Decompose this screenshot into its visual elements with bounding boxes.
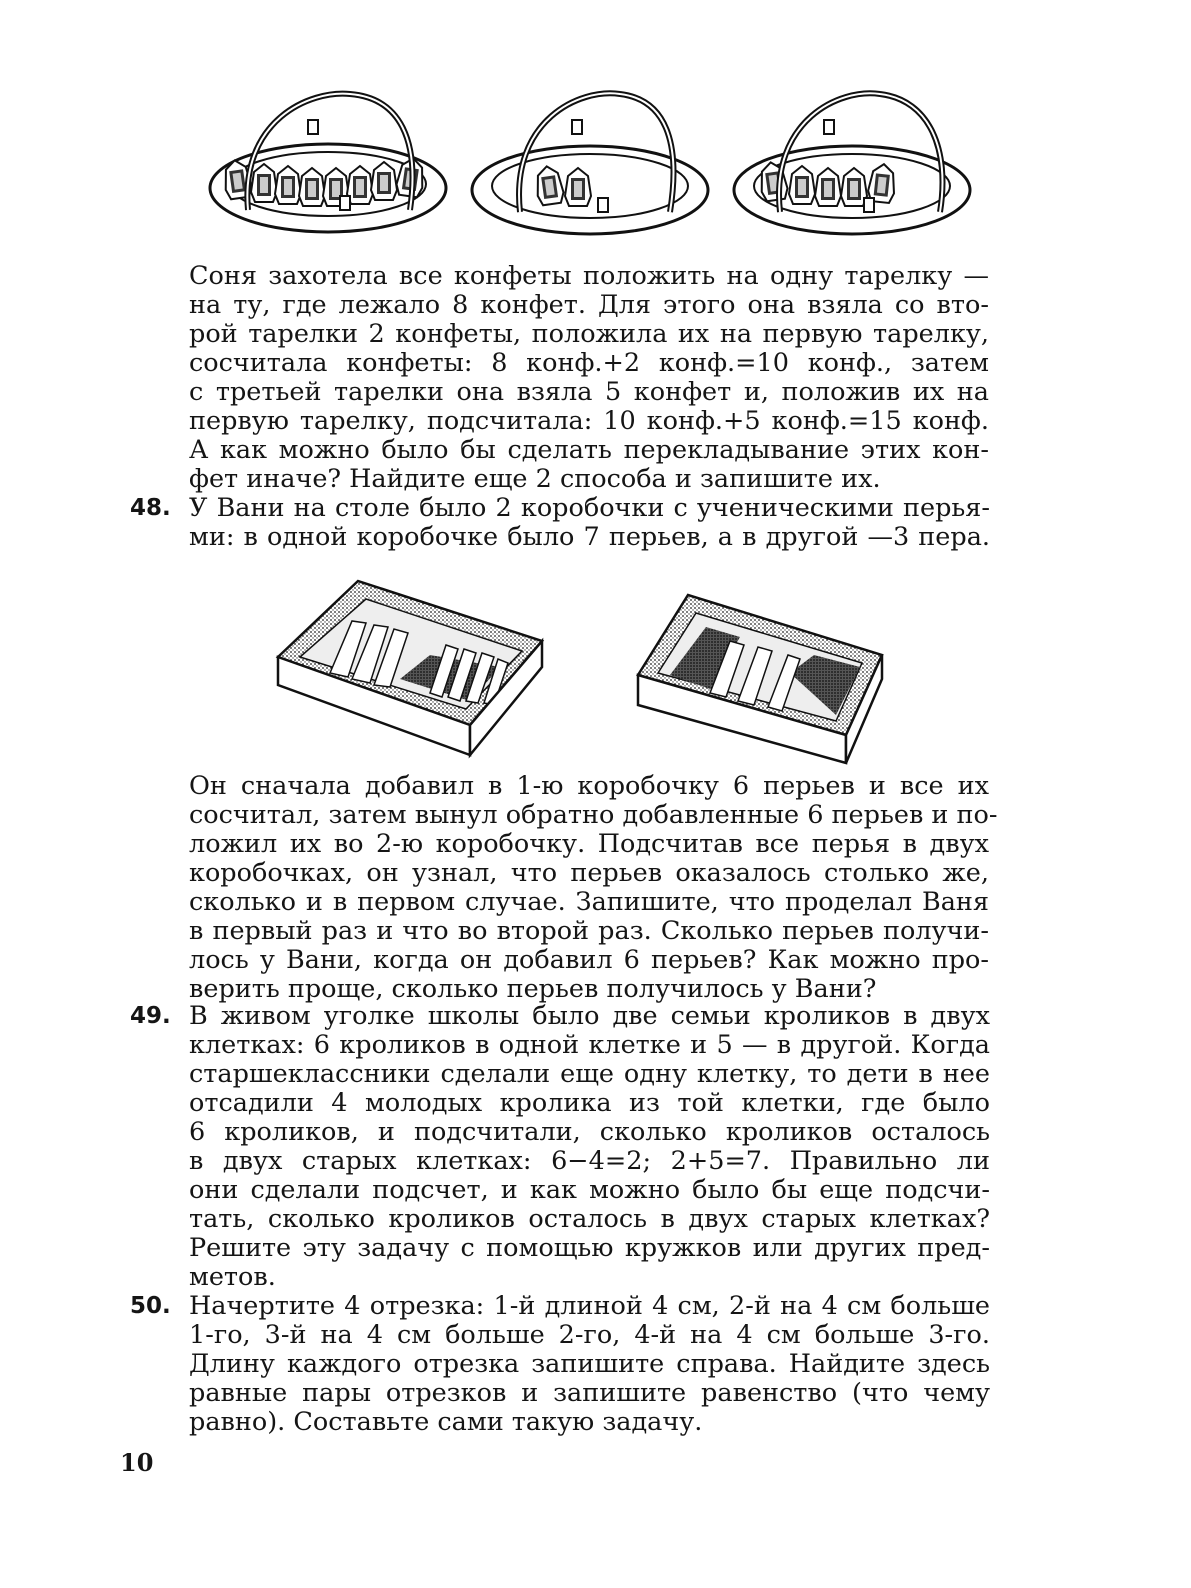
problem-number: 48. [130,495,171,521]
problem-number: 49. [130,1003,171,1029]
text-line: метов. [189,1262,276,1292]
text-line: Длину каждого отрезка запишите справа. Найдите здесь [189,1349,990,1379]
text-line: У Вани на столе было 2 коробочки с ученическими перья- [189,493,990,523]
text-line: фет иначе? Найдите еще 2 способа и запишите их. [189,464,881,494]
text-line: В живом уголке школы было две семьи кроликов в двух [189,1001,990,1031]
plate-2 [472,93,708,234]
problem-48 [130,494,990,552]
problem-49 [130,1002,990,1292]
text-line: лось у Вани, когда он добавил 6 перьев? Как можно про- [189,945,989,975]
text-line: равные пары отрезков и запишите равенство (что чему [189,1378,990,1408]
box-2 [638,595,882,763]
text-line: сосчитала конфеты: 8 конф.+2 конф.=10 конф., затем [189,348,989,378]
plate-1 [210,94,446,232]
text-line: Начертите 4 отрезка: 1-й длиной 4 см, 2-й на 4 см больше [189,1291,990,1321]
plate-3 [734,93,970,234]
text-line: клетках: 6 кроликов в одной клетке и 5 — в другой. Когда [189,1030,990,1060]
text-line: Соня захотела все конфеты положить на одну тарелку — [189,261,989,291]
text-line: тать, сколько кроликов осталось в двух старых клетках? [189,1204,990,1234]
text-line: в первый раз и что во второй раз. Сколько перьев получи- [189,916,989,946]
text-line: отсадили 4 молодых кролика из той клетки, где было [189,1088,990,1118]
text-line: Решите эту задачу с помощью кружков или других пред- [189,1233,990,1263]
text-line: в двух старых клетках: 6−4=2; 2+5=7. Правильно ли [189,1146,990,1176]
text-line: коробочках, он узнал, что перьев оказалось столько же, [189,858,989,888]
text-line: 1-го, 3-й на 4 см больше 2-го, 4-й на 4 см больше 3-го. [189,1320,990,1350]
page-number: 10 [120,1448,154,1477]
text-line: с третьей тарелки она взяла 5 конфет и, положив их на [189,377,989,407]
text-line: Он сначала добавил в 1-ю коробочку 6 перьев и все их [189,771,989,801]
problem-50 [130,1292,990,1437]
text-line: сосчитал, затем вынул обратно добавленные 6 перьев и по- [189,800,998,830]
plates-figure [200,80,980,240]
boxes-figure [270,575,890,765]
text-line: верить проще, сколько перьев получилось у Вани? [189,974,877,1004]
text-line: на ту, где лежало 8 конфет. Для этого она взяла со вто- [189,290,989,320]
box-1 [278,581,542,755]
text-line: сколько и в первом случае. Запишите, что проделал Ваня [189,887,989,917]
text-line: ложил их во 2-ю коробочку. Подсчитав все перья в двух [189,829,989,859]
text-line: 6 кроликов, и подсчитали, сколько кроликов осталось [189,1117,990,1147]
text-line: А как можно было бы сделать перекладывание этих кон- [189,435,989,465]
text-line: старшеклассники сделали еще одну клетку, то дети в нее [189,1059,990,1089]
text-line: они сделали подсчет, и как можно было бы еще подсчи- [189,1175,990,1205]
text-line: первую тарелку, подсчитала: 10 конф.+5 конф.=15 конф. [189,406,989,436]
text-line: равно). Составьте сами такую задачу. [189,1407,703,1437]
problem-number: 50. [130,1293,171,1319]
text-line: рой тарелки 2 конфеты, положила их на первую тарелку, [189,319,989,349]
problem-48-continued [189,771,998,1004]
text-line: ми: в одной коробочке было 7 перьев, а в другой —3 пера. [189,522,990,552]
intro-paragraph [189,262,989,494]
